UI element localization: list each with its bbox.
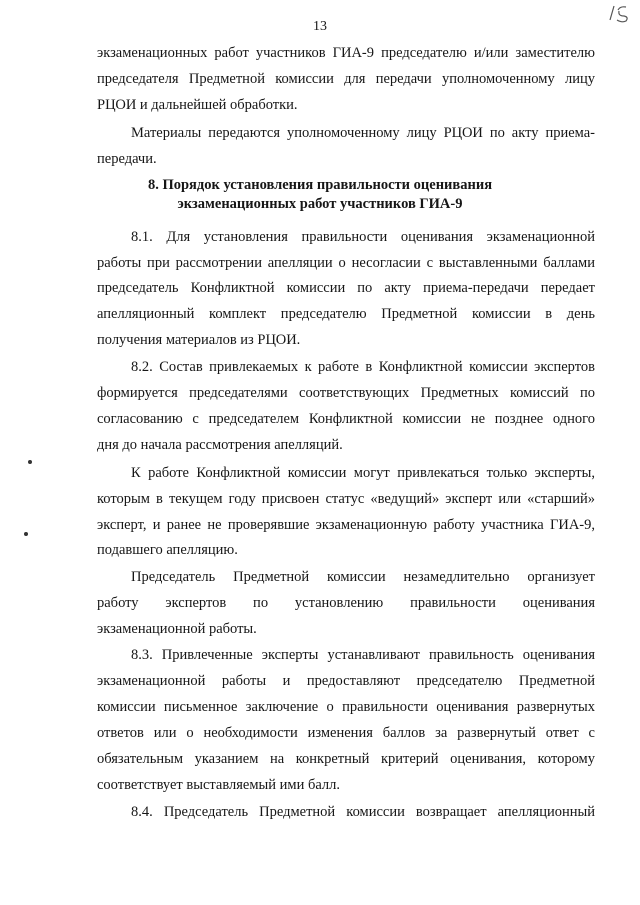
text-line: подавшего апелляцию. [97,542,238,558]
text-line: согласованию с председателем Конфликтной комиссии не позднее одного [97,411,595,427]
text-line: дня до начала рассмотрения апелляций. [97,437,343,453]
section-heading: 8. Порядок установления правильности оценивания [147,177,493,193]
text-line: 8.3. Привлеченные эксперты устанавливают правильность оценивания [131,647,595,663]
text-line: К работе Конфликтной комиссии могут привлекаться только эксперты, [131,465,595,481]
text-line: Материалы передаются уполномоченному лицу РЦОИ по акту приема- [131,125,595,141]
text-line: получения материалов из РЦОИ. [97,332,301,348]
text-line: работы при рассмотрении апелляции о несогласии с выставленными баллами [97,255,595,271]
text-line: обязательным указанием на конкретный критерий оценивания, которому [97,751,595,767]
scan-speck [28,460,32,464]
text-line: Председатель Предметной комиссии незамедлительно организует [131,569,595,585]
text-line: председателя Предметной комиссии для передачи уполномоченному лицу [97,71,595,87]
text-line: формируется председателями соответствующих Предметных комиссий по [97,385,595,401]
text-line: 8.1. Для установления правильности оценивания экзаменационной [131,229,595,245]
text-line: 8.2. Состав привлекаемых к работе в Конфликтной комиссии экспертов [131,359,595,375]
text-line: работу экспертов по установлению правильности оценивания [97,595,595,611]
handwritten-page-mark [604,2,634,24]
text-line: ответов или о необходимости изменения баллов за развернутый ответ с [97,725,595,741]
text-line: которым в текущем году присвоен статус «ведущий» эксперт или «старший» [97,491,595,507]
text-line: апелляционный комплект председателю Предметной комиссии в день [97,306,595,322]
text-line: экзаменационной работы. [97,621,257,637]
text-line: экзаменационной работы и предоставляют председателю Предметной [97,673,595,689]
text-line: передачи. [97,151,157,167]
page-number: 13 [313,19,327,34]
text-line: соответствует выставляемый ими балл. [97,777,341,793]
text-line: экзаменационных работ участников ГИА-9 председателю и/или заместителю [97,45,595,61]
text-line: комиссии письменное заключение о правильности оценивания развернутых [97,699,595,715]
section-heading: экзаменационных работ участников ГИА-9 [177,196,463,212]
text-line: РЦОИ и дальнейшей обработки. [97,97,298,113]
scan-speck [24,532,28,536]
text-line: председатель Конфликтной комиссии по акту приема-передачи передает [97,280,595,296]
text-line: эксперт, и ранее не проверявшие экзаменационную работу участника ГИА-9, [97,517,595,533]
text-line: 8.4. Председатель Предметной комиссии возвращает апелляционный [131,804,595,820]
